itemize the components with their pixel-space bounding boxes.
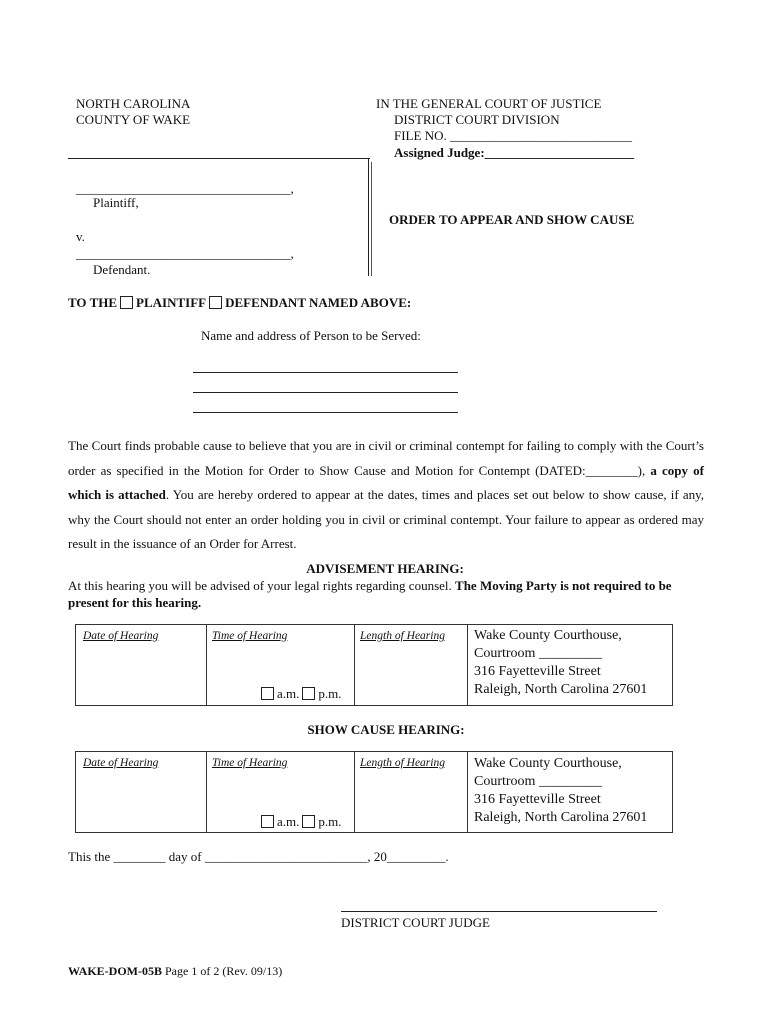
plaintiff-label: Plaintiff, xyxy=(93,195,139,210)
advisement-date-cell[interactable] xyxy=(76,625,207,705)
plaintiff-name-line[interactable]: _________________________________, xyxy=(76,181,294,196)
footer xyxy=(68,964,282,979)
state-name: NORTH CAROLINA xyxy=(76,96,191,111)
advisement-address xyxy=(474,627,647,699)
file-number[interactable]: FILE NO. ____________________________ xyxy=(394,128,632,143)
show-cause-time-cell[interactable] xyxy=(206,752,355,832)
pm-checkbox[interactable] xyxy=(302,687,315,700)
order-text-bold: a copy of which is attached xyxy=(68,462,704,502)
page-info: Page 1 of 2 (Rev. 09/13) xyxy=(165,964,283,978)
caption-top-rule xyxy=(68,158,370,159)
length-header: Length of Hearing xyxy=(360,630,445,642)
date-header: Date of Hearing xyxy=(83,630,159,642)
pm-label: p.m. xyxy=(318,686,342,701)
served-line-3[interactable] xyxy=(193,412,458,413)
versus-label: v. xyxy=(76,229,85,244)
show-cause-ampm xyxy=(258,814,342,830)
street-address: 316 Fayetteville Street xyxy=(474,664,601,679)
street-address: 316 Fayetteville Street xyxy=(474,792,601,807)
advisement-ampm xyxy=(258,686,342,702)
to-prefix: TO THE xyxy=(68,295,118,310)
defendant-checkbox[interactable] xyxy=(209,296,222,309)
order-text-2: . You are hereby ordered to appear at the dates, times and places set out below to show cause, if any, why the Court should not enter an order holding you in civil or criminal contempt. Your failure to appear as ordered may result in the issuance of an Order for Arrest. xyxy=(68,487,704,551)
city-state-zip: Raleigh, North Carolina 27601 xyxy=(474,810,648,825)
advisement-note: At this hearing you will be advised of your legal rights regarding counsel. xyxy=(68,578,456,593)
time-header: Time of Hearing xyxy=(212,630,288,642)
courthouse-name: Wake County Courthouse, xyxy=(474,628,622,643)
show-cause-hearing-table xyxy=(75,751,673,833)
am-checkbox[interactable] xyxy=(261,687,274,700)
advisement-time-cell[interactable] xyxy=(206,625,355,705)
advisement-length-cell[interactable] xyxy=(354,625,468,705)
defendant-name-line[interactable]: _________________________________, xyxy=(76,246,294,261)
advisement-heading: ADVISEMENT HEARING: xyxy=(306,561,464,576)
to-plaintiff-label: PLAINTIFF xyxy=(136,295,207,310)
date-line[interactable]: This the ________ day of _________________________, 20_________. xyxy=(68,849,449,864)
courthouse-name: Wake County Courthouse, xyxy=(474,756,622,771)
court-name: IN THE GENERAL COURT OF JUSTICE xyxy=(376,96,602,111)
order-text-1: The Court finds probable cause to believe that you are in civil or criminal contempt for failing to comply with the Court’s order as specified in the Motion for Order to Show Cause and Motion for Contempt (DATED:________), xyxy=(68,438,704,478)
courtroom-line[interactable]: Courtroom _________ xyxy=(474,646,602,661)
judge-label: DISTRICT COURT JUDGE xyxy=(341,915,490,930)
date-header: Date of Hearing xyxy=(83,757,159,769)
show-cause-date-cell[interactable] xyxy=(76,752,207,832)
advisement-bold-note: The Moving Party is not required to be present for this hearing. xyxy=(68,578,672,610)
am-checkbox[interactable] xyxy=(261,815,274,828)
am-label: a.m. xyxy=(277,814,300,829)
time-header: Time of Hearing xyxy=(212,757,288,769)
court-division: DISTRICT COURT DIVISION xyxy=(394,112,560,127)
pm-label: p.m. xyxy=(318,814,342,829)
judge-signature-line[interactable] xyxy=(341,911,657,912)
served-label: Name and address of Person to be Served: xyxy=(201,328,421,343)
caption-right-rule xyxy=(368,158,369,276)
county-name: COUNTY OF WAKE xyxy=(76,112,191,127)
caption-right-shadow xyxy=(371,162,372,276)
advisement-hearing-table xyxy=(75,624,673,706)
defendant-label: Defendant. xyxy=(93,262,151,277)
plaintiff-checkbox[interactable] xyxy=(120,296,133,309)
show-cause-address xyxy=(474,755,647,827)
to-defendant-label: DEFENDANT NAMED ABOVE: xyxy=(225,295,412,310)
form-id: WAKE-DOM-05B xyxy=(68,964,162,978)
assigned-judge[interactable]: Assigned Judge:_______________________ xyxy=(394,145,635,160)
am-label: a.m. xyxy=(277,686,300,701)
served-line-1[interactable] xyxy=(193,372,458,373)
show-cause-heading: SHOW CAUSE HEARING: xyxy=(307,722,465,737)
city-state-zip: Raleigh, North Carolina 27601 xyxy=(474,682,648,697)
show-cause-length-cell[interactable] xyxy=(354,752,468,832)
courtroom-line[interactable]: Courtroom _________ xyxy=(474,774,602,789)
to-line xyxy=(68,295,411,311)
pm-checkbox[interactable] xyxy=(302,815,315,828)
length-header: Length of Hearing xyxy=(360,757,445,769)
advisement-text xyxy=(68,578,704,611)
document-title: ORDER TO APPEAR AND SHOW CAUSE xyxy=(389,212,635,227)
order-paragraph xyxy=(68,434,704,557)
served-line-2[interactable] xyxy=(193,392,458,393)
